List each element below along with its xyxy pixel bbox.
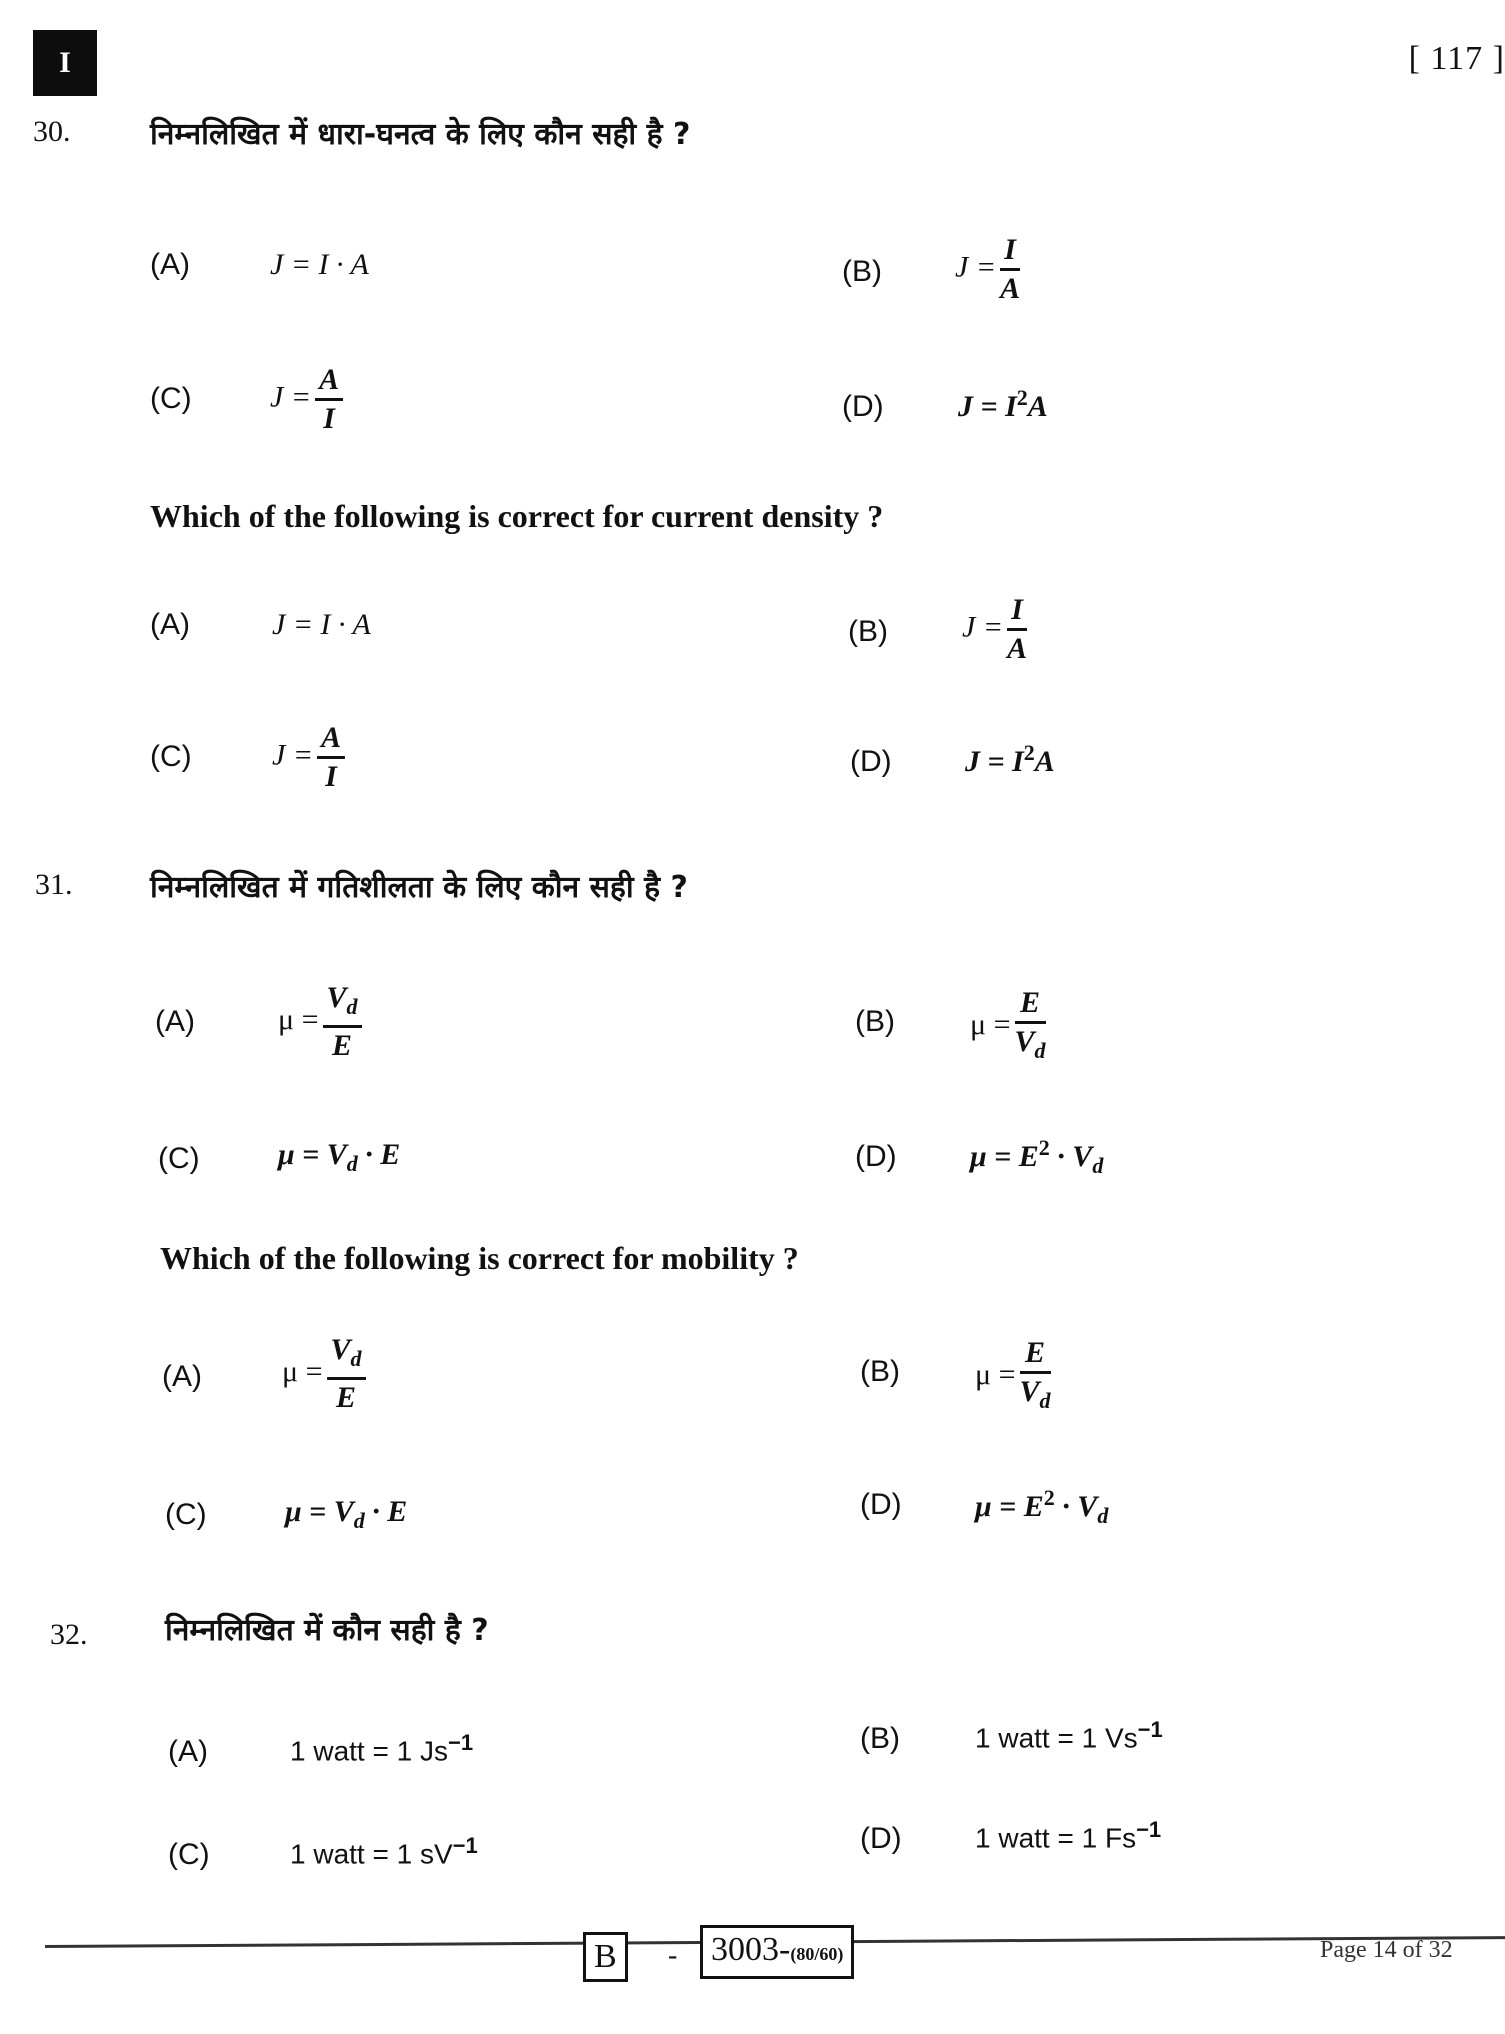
option-c-formula: 1 watt = 1 $sV^{-1}$ [290, 1833, 478, 1870]
option-d-formula: $\mu = E^2 \cdot V_d$ [970, 1135, 1104, 1178]
option-label: (B) [860, 1722, 900, 1755]
option-a-formula: μ = $\frac{V_d}{E}$ [278, 980, 362, 1064]
question-text-english: Which of the following is correct for current density ? [150, 498, 884, 534]
question-number: 31. [35, 868, 73, 901]
option-label: (A) [150, 248, 190, 281]
question-text-hindi: निम्नलिखित में धारा-घनत्व के लिए कौन सही है ? [150, 117, 691, 152]
question-number: 30. [33, 115, 71, 148]
option-b-formula: 1 watt = 1 $Vs^{-1}$ [975, 1717, 1163, 1754]
option-label: (C) [165, 1498, 207, 1531]
option-label: (A) [155, 1005, 195, 1038]
option-label: (B) [842, 255, 882, 288]
question-text-english: Which of the following is correct for mobility ? [160, 1240, 799, 1276]
question-number: 32. [50, 1618, 88, 1651]
footer-dash: - [668, 1940, 678, 1971]
option-b-formula: J = $\frac{I}{A}$ [955, 233, 1021, 305]
option-label: (C) [150, 740, 192, 773]
option-d-formula: $J = I^2A$ [958, 385, 1048, 423]
option-c-formula: $\mu = V_d \cdot E$ [278, 1138, 401, 1176]
option-c-formula: $\mu = V_d \cdot E$ [285, 1495, 408, 1533]
set-label-badge: I [33, 30, 97, 96]
option-a-formula: J = I · A [272, 608, 371, 641]
option-label: (A) [150, 608, 190, 641]
option-label: (C) [168, 1838, 210, 1871]
option-label: (C) [150, 382, 192, 415]
option-label: (D) [850, 745, 892, 778]
option-d-formula: 1 watt = 1 $Fs^{-1}$ [975, 1817, 1162, 1854]
page-of-indicator: Page 14 of 32 [1320, 1937, 1453, 1963]
option-a-formula: 1 watt = 1 $Js^{-1}$ [290, 1730, 474, 1767]
option-a-formula: J = I · A [270, 248, 369, 281]
series-code-box: B [583, 1932, 628, 1982]
question-text-hindi: निम्नलिखित में गतिशीलता के लिए कौन सही है ? [150, 870, 688, 905]
option-b-formula: μ = $\frac{E}{V_d}$ [975, 1336, 1051, 1413]
option-label: (D) [860, 1488, 902, 1521]
option-d-formula: $\mu = E^2 \cdot V_d$ [975, 1485, 1109, 1528]
option-label: (B) [860, 1355, 900, 1388]
option-label: (C) [158, 1142, 200, 1175]
option-c-formula: J = $\frac{A}{I}$ [272, 720, 345, 795]
page-number: [ 117 ] [1408, 40, 1505, 77]
question-text-hindi: निम्नलिखित में कौन सही है ? [165, 1613, 489, 1648]
paper-code-box: 3003-(80/60) [700, 1925, 854, 1979]
option-b-formula: J = $\frac{I}{A}$ [962, 593, 1028, 665]
option-label: (D) [860, 1822, 902, 1855]
option-label: (A) [168, 1735, 208, 1768]
option-label: (D) [855, 1140, 897, 1173]
option-label: (B) [855, 1005, 895, 1038]
option-c-formula: J = $\frac{A}{I}$ [270, 362, 343, 437]
option-d-formula: $J = I^2A$ [965, 740, 1055, 778]
option-b-formula: μ = $\frac{E}{V_d}$ [970, 986, 1046, 1063]
option-label: (D) [842, 390, 884, 423]
option-a-formula: μ = $\frac{V_d}{E}$ [282, 1332, 366, 1416]
option-label: (B) [848, 615, 888, 648]
option-label: (A) [162, 1360, 202, 1393]
